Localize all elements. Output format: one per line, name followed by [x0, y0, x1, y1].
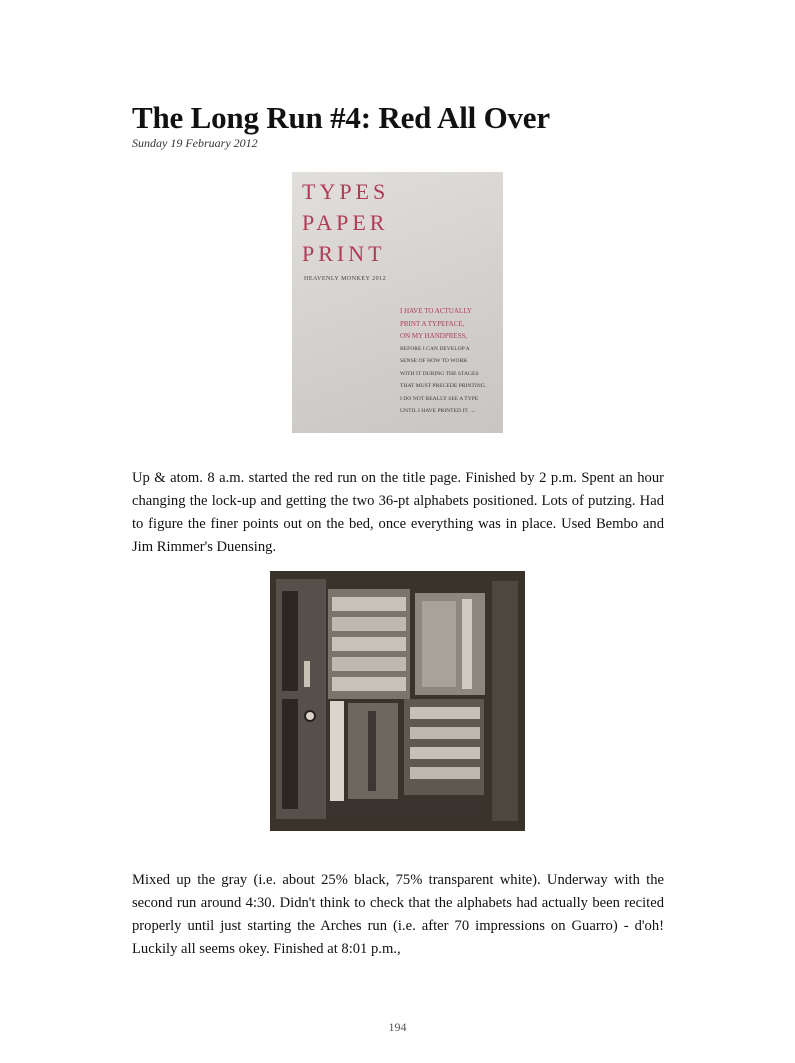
quote-line: I DO NOT REALLY SEE A TYPE [400, 395, 479, 402]
lockup-illustration [270, 571, 525, 831]
quote-line: UNTIL I HAVE PRINTED IT. → [400, 408, 476, 414]
quote-line: ON MY HANDPRESS, [400, 332, 468, 340]
paragraph-red-run: Up & atom. 8 a.m. started the red run on the title page. Finished by 2 p.m. Spent an hour changing the lock-up and getting the two 36-pt alphabets positioned. Lots of putzing. Had to figure the finer points out on the bed, once everything was in place. Used Bembo and Jim Rimmer's Duensing. [132, 470, 664, 555]
proof-quote [400, 305, 500, 418]
title-page-proof-photo [292, 172, 503, 433]
proof-word: PRINT [302, 241, 386, 266]
paragraph-gray-run: Mixed up the gray (i.e. about 25% black, 75% transparent white). Underway with the second run around 4:30. Didn't think to check that the alphabets had actually been recited properly until just starting the Arches run (i.e. after 70 impressions on Guarro) - d'oh! Luckily all seems okey. Finished at 8:01 p.m., [132, 872, 664, 957]
proof-subtitle: HEAVENLY MONKEY 2012 [304, 276, 387, 282]
proof-headline [302, 176, 389, 269]
quote-line: SENSE OF HOW TO WORK [400, 358, 468, 364]
quote-line: WITH IT DURING THE STAGES [400, 370, 479, 377]
proof-word: TYPES [302, 179, 390, 204]
post-date: Sunday 19 February 2012 [132, 136, 258, 150]
quote-line: BEFORE I CAN DEVELOP A [400, 345, 470, 352]
page-number: 194 [388, 1020, 407, 1034]
quote-line: I HAVE TO ACTUALLY [400, 307, 472, 315]
post-title: The Long Run #4: Red All Over [132, 100, 550, 135]
press-bed-lockup-photo [270, 571, 525, 831]
quote-line: THAT MUST PRECEDE PRINTING. [400, 383, 487, 389]
proof-word: PAPER [302, 210, 389, 235]
quote-line: PRINT A TYPEFACE, [400, 319, 465, 328]
